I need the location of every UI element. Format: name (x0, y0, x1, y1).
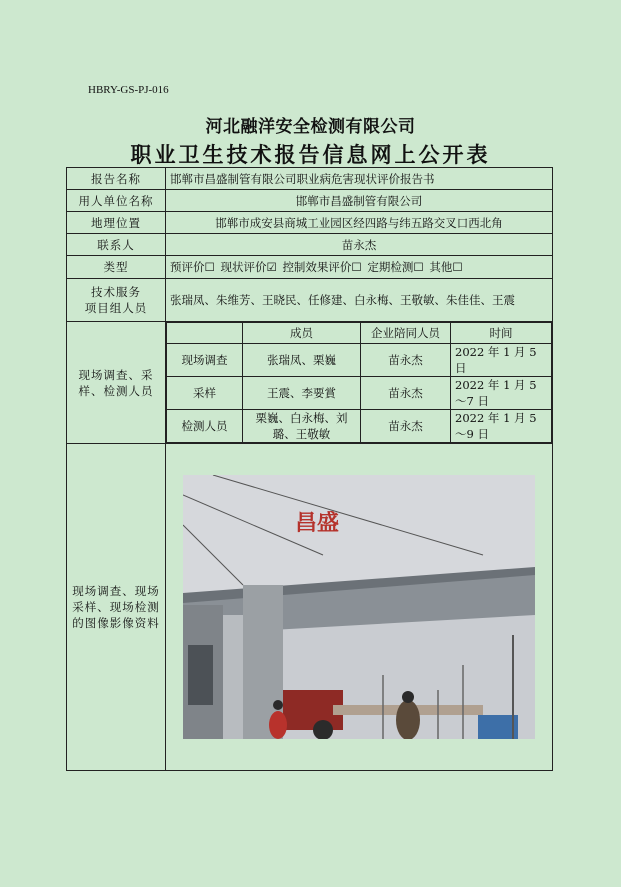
type-options (166, 256, 553, 279)
tech-staff-label-line1: 技术服务 (91, 285, 141, 299)
field-row-survey (167, 344, 552, 377)
company-name: 河北融洋安全检测有限公司 (205, 117, 416, 137)
field-staff-cell (166, 322, 553, 444)
employer-label: 用人单位名称 (67, 190, 166, 212)
field-sampling-time: 2022 年 1 月 5～7 日 (451, 377, 552, 410)
location-label: 地理位置 (67, 212, 166, 234)
employer-value: 邯郸市昌盛制管有限公司 (166, 190, 553, 212)
tech-staff-value: 张瑞凤、朱维芳、王晓民、任修建、白永梅、王敬敏、朱佳佳、王震 (166, 279, 553, 322)
field-staff-label: 现场调查、采样、检测人员 (67, 322, 166, 444)
type-option-periodic: 定期检测☐ (367, 260, 424, 274)
contact-value: 苗永杰 (166, 234, 553, 256)
field-header-escort: 企业陪同人员 (361, 323, 451, 344)
disclosure-table (66, 167, 553, 771)
location-value: 邯郸市成安县商城工业园区经四路与纬五路交叉口西北角 (166, 212, 553, 234)
field-sampling-label: 采样 (167, 377, 243, 410)
field-row-sampling (167, 377, 552, 410)
photo-label: 现场调查、现场采样、现场检测的图像影像资料 (67, 444, 166, 771)
form-title: 职业卫生技术报告信息网上公开表 (130, 142, 491, 167)
tech-staff-label-line2: 项目组人员 (84, 301, 148, 315)
field-header-members: 成员 (243, 323, 361, 344)
row-contact (67, 234, 553, 256)
contact-label: 联系人 (67, 234, 166, 256)
field-testing-time: 2022 年 1 月 5～9 日 (451, 410, 552, 443)
field-row-testing (167, 410, 552, 443)
row-tech-staff (67, 279, 553, 322)
site-photo (183, 475, 535, 739)
site-photo-image (183, 475, 535, 739)
row-report-name (67, 168, 553, 190)
field-header-row (167, 323, 552, 344)
photo-cell (166, 444, 553, 771)
gate-sign-text: 昌盛 (295, 511, 340, 536)
document-code: HBRY-GS-PJ-016 (88, 84, 169, 96)
field-header-time: 时间 (451, 323, 552, 344)
field-sampling-escort: 苗永杰 (361, 377, 451, 410)
type-option-pre: 预评价☐ (170, 260, 215, 274)
field-survey-escort: 苗永杰 (361, 344, 451, 377)
field-header-blank (167, 323, 243, 344)
row-type (67, 256, 553, 279)
field-staff-table (166, 322, 552, 443)
tech-staff-label (67, 279, 166, 322)
field-survey-members: 张瑞凤、栗巍 (243, 344, 361, 377)
field-testing-label: 检测人员 (167, 410, 243, 443)
row-field-staff (67, 322, 553, 444)
type-option-current: 现状评价☑ (220, 260, 277, 274)
type-option-other: 其他☐ (429, 260, 463, 274)
report-name-value: 邯郸市昌盛制管有限公司职业病危害现状评价报告书 (166, 168, 553, 190)
row-location (67, 212, 553, 234)
row-photo (67, 444, 553, 771)
report-name-label: 报告名称 (67, 168, 166, 190)
field-survey-time: 2022 年 1 月 5 日 (451, 344, 552, 377)
type-label: 类型 (67, 256, 166, 279)
field-testing-members: 栗巍、白永梅、刘璐、王敬敏 (243, 410, 361, 443)
type-option-control: 控制效果评价☐ (282, 260, 362, 274)
row-employer (67, 190, 553, 212)
field-survey-label: 现场调查 (167, 344, 243, 377)
field-sampling-members: 王震、李要賞 (243, 377, 361, 410)
field-testing-escort: 苗永杰 (361, 410, 451, 443)
